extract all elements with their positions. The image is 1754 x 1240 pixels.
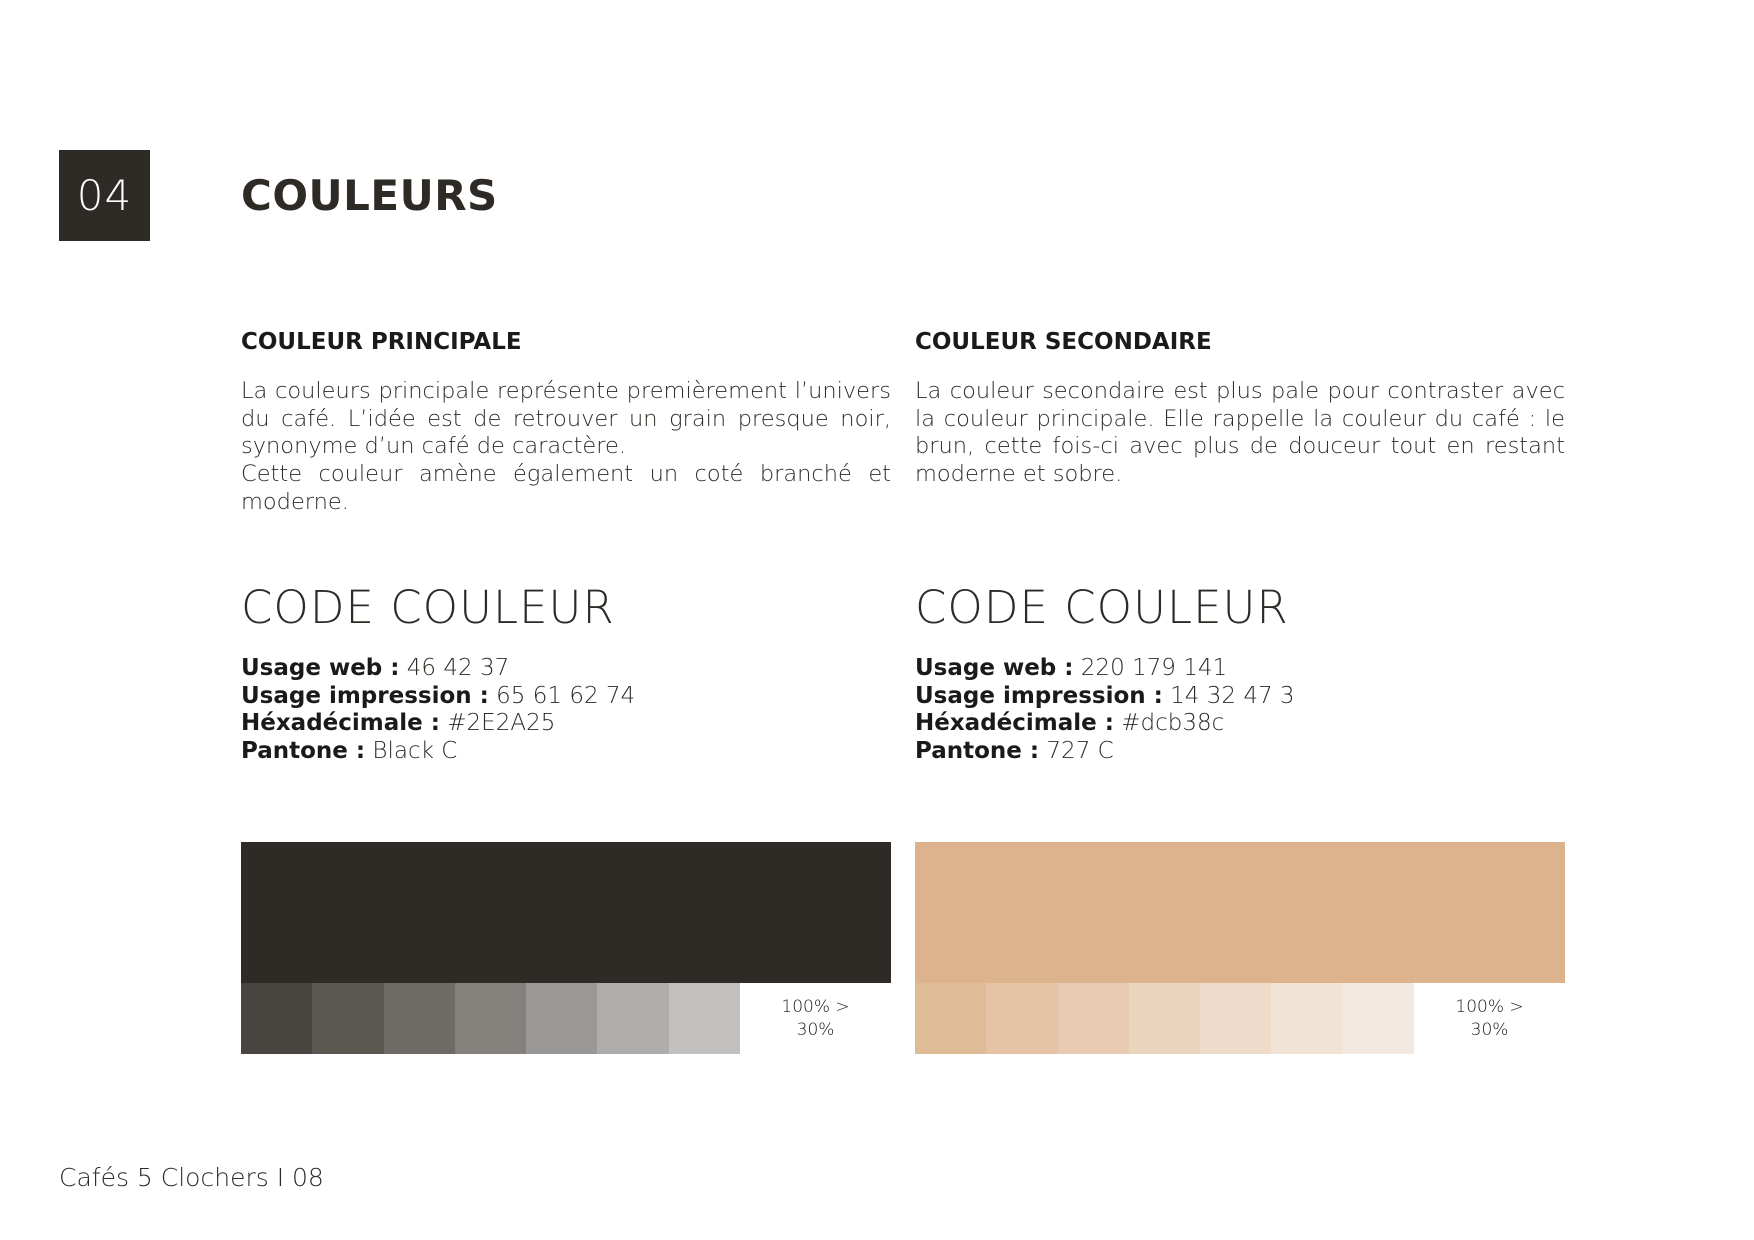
secondary-tint-strip [915,983,1565,1054]
primary-color-swatch [241,842,891,983]
secondary-color-heading: COULEUR SECONDAIRE [915,329,1212,355]
tint-range-start: 100% > [1455,996,1524,1017]
tint-swatch [384,983,455,1054]
tint-swatch [915,983,986,1054]
code-row [241,738,635,766]
code-value: 65 61 62 74 [496,682,636,709]
primary-color-heading: COULEUR PRINCIPALE [241,329,522,355]
code-value: Black C [372,738,458,765]
page-footer: Cafés 5 Clochers I 08 [59,1163,324,1192]
code-row [915,710,1295,738]
code-value: #2E2A25 [447,710,556,737]
code-row [915,655,1295,683]
secondary-tint-range-label [1414,983,1565,1054]
code-label: Usage web : [915,655,1074,681]
tint-swatch [526,983,597,1054]
tint-swatch [1200,983,1271,1054]
code-label: Usage web : [241,655,400,681]
code-value: 14 32 47 3 [1170,682,1295,709]
code-row [241,655,635,683]
section-number-badge: 04 [59,150,150,241]
tint-swatch [455,983,526,1054]
tint-swatch [597,983,668,1054]
code-label: Pantone : [241,738,366,765]
primary-color-description [241,378,891,518]
code-value: 46 42 37 [406,655,510,681]
code-label: Héxadécimale : [241,710,440,737]
page-title: COULEURS [241,171,498,220]
code-label: Pantone : [915,738,1040,765]
tint-range-start: 100% > [781,996,850,1017]
tint-swatch [1271,983,1342,1054]
code-label: Héxadécimale : [915,710,1114,737]
primary-description-paragraph: La couleurs principale représente premièrement l’univers du café. L’idée est de retrouver un grain presque noir, synonyme d’un café de caractère. [241,378,891,460]
tint-swatch [986,983,1057,1054]
primary-code-list [241,655,635,766]
primary-code-title: CODE COULEUR [241,581,615,634]
code-row [241,710,635,738]
tint-swatch [312,983,383,1054]
primary-description-paragraph: Cette couleur amène également un coté branché et moderne. [241,461,891,515]
code-value: 727 C [1046,738,1114,765]
tint-swatch [1058,983,1129,1054]
secondary-description-paragraph: La couleur secondaire est plus pale pour contraster avec la couleur principale. Elle rappelle la couleur du café : le brun, cette fois-ci avec plus de douceur tout en restant moderne et sobre. [915,378,1565,488]
code-label: Usage impression : [241,682,489,709]
secondary-color-swatch [915,842,1565,983]
code-value: #dcb38c [1121,710,1225,737]
code-row [241,683,635,711]
secondary-color-description [915,378,1565,518]
secondary-color-column [915,326,1565,518]
code-row [915,683,1295,711]
code-row [915,738,1295,766]
tint-range-end: 30% [1470,1019,1509,1040]
tint-swatch [1129,983,1200,1054]
secondary-code-list [915,655,1295,766]
primary-color-column [241,326,891,518]
tint-swatch [1343,983,1414,1054]
tint-range-end: 30% [796,1019,835,1040]
primary-tint-strip [241,983,891,1054]
primary-tint-range-label [740,983,891,1054]
tint-swatch [241,983,312,1054]
tint-swatch [669,983,740,1054]
code-value: 220 179 141 [1080,655,1228,681]
secondary-code-title: CODE COULEUR [915,581,1289,634]
code-label: Usage impression : [915,682,1163,709]
